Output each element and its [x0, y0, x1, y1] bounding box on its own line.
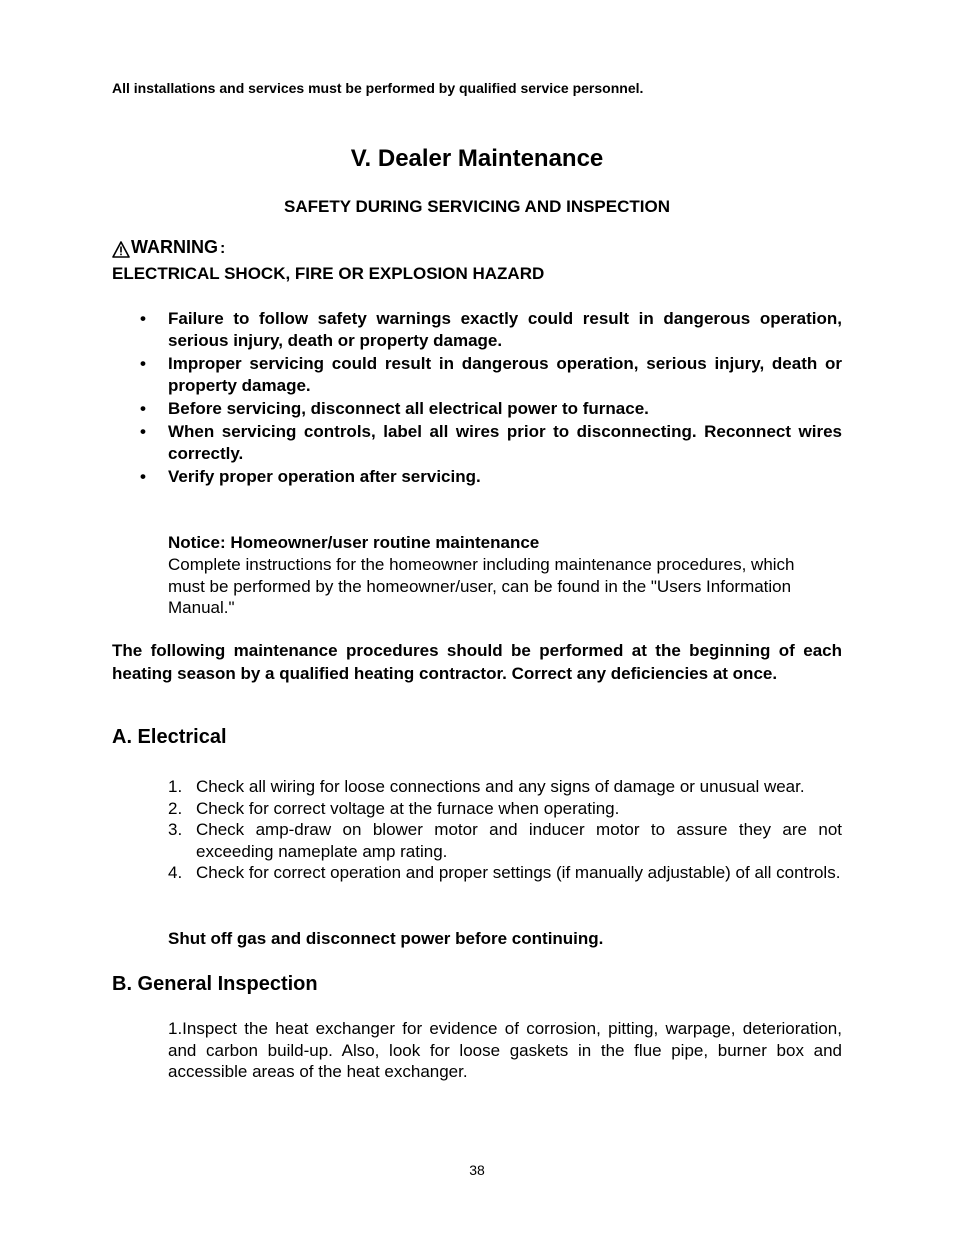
page-title: V. Dealer Maintenance [350, 145, 604, 172]
warning-colon: : [220, 240, 226, 257]
header-note: All installations and services must be performed by qualified service personnel. [112, 80, 644, 96]
section-subtitle: SAFETY DURING SERVICING AND INSPECTION [283, 197, 670, 216]
list-item: • When servicing controls, label all wires prior to disconnecting. Reconnect wires correctly. [140, 422, 842, 463]
list-item: 4. Check for correct operation and proper settings (if manually adjustable) of all controls. [168, 863, 841, 882]
warning-triangle-icon [112, 241, 130, 258]
list-item: 2. Check for correct voltage at the furnace when operating. [168, 798, 620, 818]
bullet-icon: • [140, 354, 146, 373]
bullet-icon: • [140, 422, 146, 441]
item-number: 4. [168, 863, 183, 882]
electrical-checklist [168, 776, 842, 884]
item-number: 3. [168, 820, 183, 839]
warning-text: WARNING [131, 237, 218, 257]
list-item: 3. Check amp-draw on blower motor and inducer motor to assure they are not exceeding nameplate amp rating. [168, 820, 842, 861]
list-item: 1. Check all wiring for loose connections and any signs of damage or unusual wear. [168, 777, 805, 796]
section-b-heading: B. General Inspection [112, 973, 318, 995]
list-item: • Failure to follow safety warnings exactly could result in dangerous operation, serious injury, death or property damage. [140, 309, 842, 350]
bullet-icon: • [140, 309, 146, 328]
page-number: 38 [469, 1162, 485, 1178]
bullet-icon: • [140, 467, 146, 486]
warning-label [112, 237, 225, 258]
item-number: 2. [168, 798, 183, 818]
list-item: • Verify proper operation after servicing. [140, 467, 481, 486]
section-a-heading: A. Electrical [112, 726, 227, 748]
warning-list [140, 308, 842, 489]
inspection-item: 1.Inspect the heat exchanger for evidence of corrosion, pitting, warpage, deterioration, and carbon build-up. Also, look for loose gaskets in the flue pipe, burner box and accessible areas of the heat exchanger. [168, 1019, 842, 1081]
list-item: • Improper servicing could result in dangerous operation, serious injury, death or property damage. [140, 354, 842, 395]
shutoff-warning: Shut off gas and disconnect power before continuing. [168, 929, 604, 948]
notice-body: Complete instructions for the homeowner including maintenance procedures, which must be performed by the homeowner/user, can be found in the "Users Information Manual." [168, 555, 795, 617]
bullet-icon: • [140, 399, 146, 418]
item-number: 1. [168, 777, 183, 796]
notice-heading: Notice: Homeowner/user routine maintenance [168, 533, 540, 552]
procedures-intro: The following maintenance procedures should be performed at the beginning of each heating season by a qualified heating contractor. Correct any deficiencies at once. [112, 641, 842, 683]
hazard-heading: ELECTRICAL SHOCK, FIRE OR EXPLOSION HAZARD [112, 264, 545, 283]
list-item: • Before servicing, disconnect all electrical power to furnace. [140, 399, 649, 418]
